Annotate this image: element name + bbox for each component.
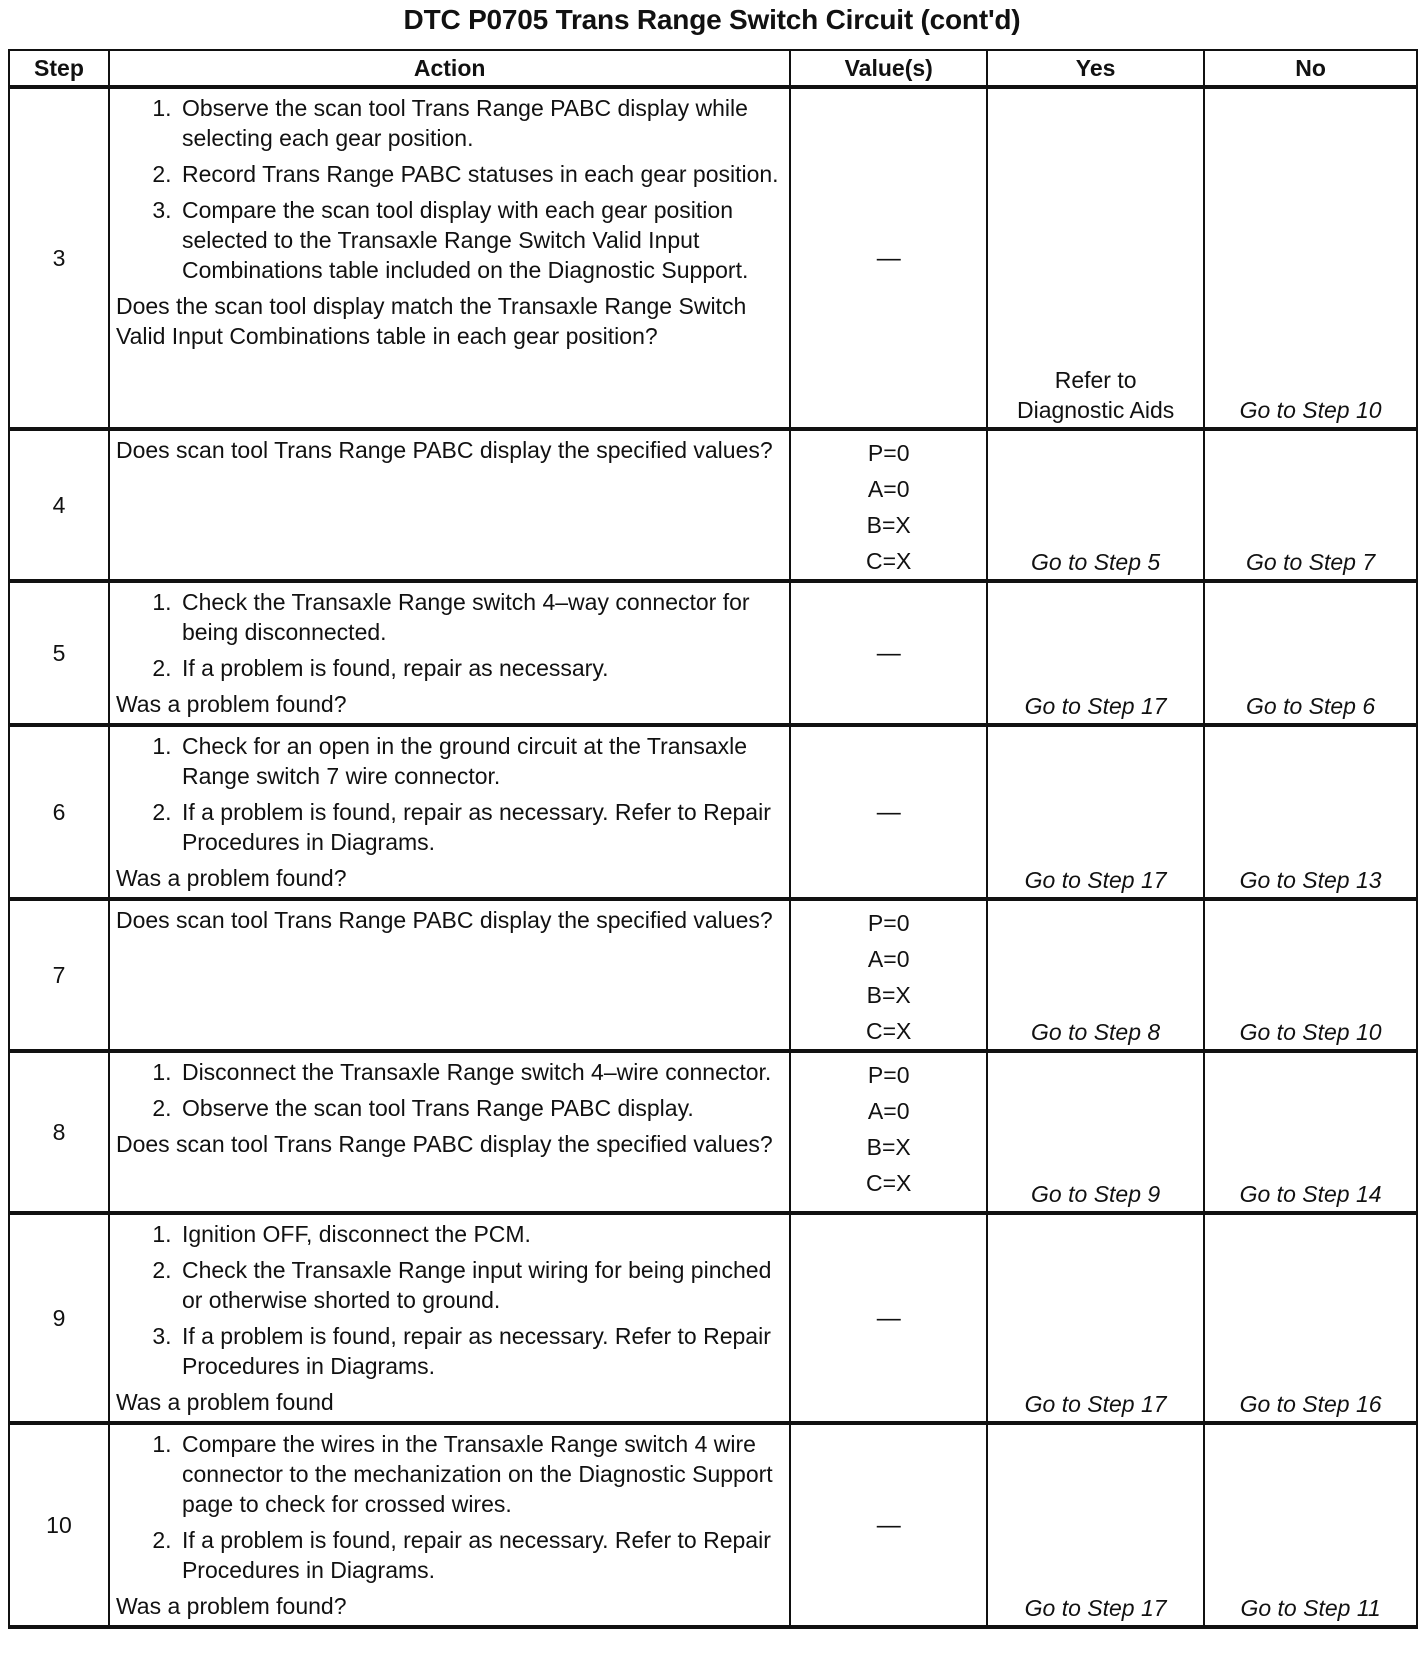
value-cell — [790, 429, 987, 581]
header-action: Action — [109, 50, 790, 87]
value-item: C=X — [866, 548, 912, 574]
action-steps — [116, 93, 781, 285]
action-step: 2. Check the Transaxle Range input wiring for being pinched or otherwise shorted to ground. — [178, 1255, 781, 1315]
value-item: P=0 — [867, 910, 910, 936]
action-steps — [116, 1057, 781, 1123]
action-cell — [109, 581, 790, 725]
value-item: P=0 — [867, 1062, 910, 1088]
no-result: Go to Step 14 — [1204, 1051, 1417, 1213]
action-steps — [116, 1429, 781, 1585]
no-result: Go to Step 16 — [1204, 1213, 1417, 1423]
table-row — [9, 725, 1417, 899]
action-step: 2. If a problem is found, repair as necessary. Refer to Repair Procedures in Diagrams. — [178, 797, 781, 857]
value-item: B=X — [866, 982, 911, 1008]
header-yes: Yes — [987, 50, 1204, 87]
action-question: Was a problem found? — [115, 865, 347, 891]
value-cell — [790, 725, 987, 899]
value-dash: — — [876, 639, 901, 667]
table-row — [9, 1423, 1417, 1627]
value-list — [791, 1057, 986, 1201]
value-cell — [790, 1213, 987, 1423]
header-step: Step — [9, 50, 109, 87]
yes-result-line: Diagnostic Aids — [1016, 397, 1175, 423]
action-steps — [116, 731, 781, 857]
value-cell — [790, 87, 987, 429]
action-step: 1. Check for an open in the ground circuit at the Transaxle Range switch 7 wire connector. — [178, 731, 781, 791]
step-number: 5 — [9, 581, 109, 725]
yes-cell — [987, 87, 1204, 429]
yes-result: Go to Step 17 — [987, 1213, 1204, 1423]
action-cell — [109, 1051, 790, 1213]
header-values: Value(s) — [790, 50, 987, 87]
action-step: 1. Ignition OFF, disconnect the PCM. — [178, 1219, 781, 1249]
action-step: 1. Disconnect the Transaxle Range switch 4–wire connector. — [178, 1057, 781, 1087]
yes-result: Go to Step 17 — [987, 581, 1204, 725]
yes-result: Go to Step 5 — [987, 429, 1204, 581]
action-cell — [109, 1213, 790, 1423]
action-step: 2. Record Trans Range PABC statuses in each gear position. — [178, 159, 781, 189]
header-no: No — [1204, 50, 1417, 87]
value-item: A=0 — [867, 946, 910, 972]
action-question: Was a problem found — [115, 1389, 334, 1415]
yes-result: Go to Step 17 — [987, 1423, 1204, 1627]
value-dash: — — [876, 798, 901, 826]
no-result: Go to Step 10 — [1204, 87, 1417, 429]
value-cell — [790, 899, 987, 1051]
yes-result-line: Refer to — [1054, 367, 1137, 393]
action-step: 3. Compare the scan tool display with each gear position selected to the Transaxle Range Switch Valid Input Combinations table included on the Diagnostic Support. — [178, 195, 781, 285]
value-dash: — — [876, 1511, 901, 1539]
value-item: C=X — [866, 1170, 912, 1196]
action-step: 2. If a problem is found, repair as necessary. Refer to Repair Procedures in Diagrams. — [178, 1525, 781, 1585]
no-result: Go to Step 7 — [1204, 429, 1417, 581]
step-number: 4 — [9, 429, 109, 581]
value-item: C=X — [866, 1018, 912, 1044]
action-cell — [109, 1423, 790, 1627]
value-cell — [790, 581, 987, 725]
step-number: 6 — [9, 725, 109, 899]
action-step: 3. If a problem is found, repair as necessary. Refer to Repair Procedures in Diagrams. — [178, 1321, 781, 1381]
yes-result: Go to Step 8 — [987, 899, 1204, 1051]
table-header-row — [9, 50, 1417, 87]
value-cell — [790, 1051, 987, 1213]
value-item: P=0 — [867, 440, 910, 466]
action-step: 2. If a problem is found, repair as necessary. — [178, 653, 781, 683]
yes-result: Go to Step 17 — [987, 725, 1204, 899]
table-row — [9, 1051, 1417, 1213]
action-cell — [109, 725, 790, 899]
action-question: Does scan tool Trans Range PABC display the specified values? — [115, 907, 773, 933]
step-number: 3 — [9, 87, 109, 429]
page-title: DTC P0705 Trans Range Switch Circuit (cont'd) — [403, 4, 1021, 35]
action-steps — [116, 587, 781, 683]
no-result: Go to Step 13 — [1204, 725, 1417, 899]
table-row — [9, 1213, 1417, 1423]
yes-result: Go to Step 9 — [987, 1051, 1204, 1213]
step-number: 8 — [9, 1051, 109, 1213]
table-row — [9, 899, 1417, 1051]
action-cell — [109, 429, 790, 581]
action-question: Was a problem found? — [115, 691, 347, 717]
no-result: Go to Step 6 — [1204, 581, 1417, 725]
table-row — [9, 581, 1417, 725]
action-steps — [116, 1219, 781, 1381]
action-question: Was a problem found? — [115, 1593, 347, 1619]
value-item: B=X — [866, 1134, 911, 1160]
value-dash: — — [876, 1304, 901, 1332]
action-step: 2. Observe the scan tool Trans Range PABC display. — [178, 1093, 781, 1123]
table-row — [9, 87, 1417, 429]
value-item: A=0 — [867, 476, 910, 502]
step-number: 7 — [9, 899, 109, 1051]
action-step: 1. Observe the scan tool Trans Range PABC display while selecting each gear position. — [178, 93, 781, 153]
value-item: B=X — [866, 512, 911, 538]
action-question: Does the scan tool display match the Transaxle Range Switch Valid Input Combinations table in each gear position? — [115, 293, 747, 349]
action-step: 1. Check the Transaxle Range switch 4–way connector for being disconnected. — [178, 587, 781, 647]
no-result: Go to Step 11 — [1204, 1423, 1417, 1627]
action-question: Does scan tool Trans Range PABC display the specified values? — [115, 437, 773, 463]
action-step: 1. Compare the wires in the Transaxle Range switch 4 wire connector to the mechanization on the Diagnostic Support page to check for crossed wires. — [178, 1429, 781, 1519]
value-item: A=0 — [867, 1098, 910, 1124]
action-cell — [109, 87, 790, 429]
value-dash: — — [876, 244, 901, 272]
no-result: Go to Step 10 — [1204, 899, 1417, 1051]
value-list — [791, 905, 986, 1049]
table-row — [9, 429, 1417, 581]
diagnostic-table — [8, 49, 1418, 1629]
step-number: 9 — [9, 1213, 109, 1423]
action-cell — [109, 899, 790, 1051]
step-number: 10 — [9, 1423, 109, 1627]
value-cell — [790, 1423, 987, 1627]
action-question: Does scan tool Trans Range PABC display the specified values? — [115, 1131, 773, 1157]
value-list — [791, 435, 986, 579]
